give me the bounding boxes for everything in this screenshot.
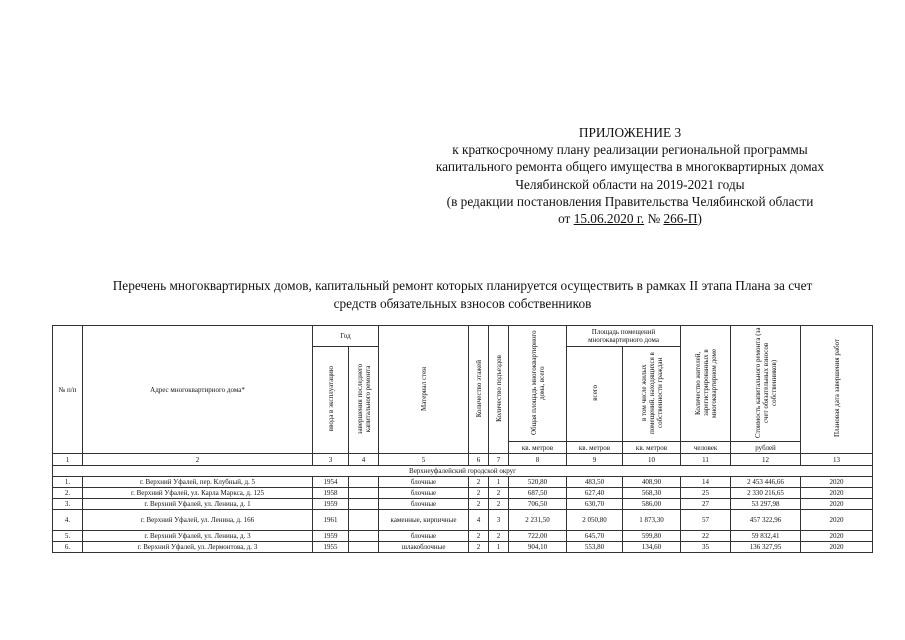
header-year-commission-cell — [313, 347, 349, 454]
header-year: Год — [313, 326, 379, 347]
row-entrances: 1 — [489, 477, 509, 488]
row-year-commission: 1961 — [313, 510, 349, 531]
row-date: 2020 — [801, 542, 873, 553]
row-year-commission: 1954 — [313, 477, 349, 488]
row-cost: 136 327,95 — [731, 542, 801, 553]
table-row — [53, 510, 873, 531]
row-premises-total: 553,80 — [567, 542, 623, 553]
column-numbers-row — [53, 454, 873, 466]
appendix-header — [380, 124, 880, 227]
appendix-line-6 — [380, 210, 880, 227]
row-year-repair — [349, 542, 379, 553]
row-address: г. Верхний Уфалей, ул. Ленина, д. 166 — [83, 510, 313, 531]
row-year-repair — [349, 499, 379, 510]
header-entrances: Количество подъездов — [494, 355, 503, 422]
document-heading — [45, 277, 880, 313]
appendix-number-sign: № — [644, 211, 664, 227]
row-entrances: 2 — [489, 488, 509, 499]
col-number: 8 — [509, 454, 567, 466]
row-address: г. Верхний Уфалей, ул. Карла Маркса, д. 125 — [83, 488, 313, 499]
row-year-repair — [349, 531, 379, 542]
table-row — [53, 542, 873, 553]
row-floors: 2 — [469, 531, 489, 542]
appendix-title: ПРИЛОЖЕНИЕ 3 — [578, 125, 682, 140]
header-premises-residential-cell — [623, 347, 681, 442]
header-entrances-cell — [489, 326, 509, 454]
table-row — [53, 531, 873, 542]
row-year-commission: 1959 — [313, 499, 349, 510]
unit-sqm-premises: кв. метров — [567, 442, 623, 454]
col-number: 12 — [731, 454, 801, 466]
header-year-commission: ввода в эксплуатацию — [326, 366, 335, 432]
header-total-area: Общая площадь многоквартирного дома, всего — [529, 330, 546, 435]
header-residents: Количество жителей, зарегистрированных в многоквартирном доме — [693, 347, 718, 418]
col-number: 13 — [801, 454, 873, 466]
row-residents: 14 — [681, 477, 731, 488]
unit-sqm-residential: кв. метров — [623, 442, 681, 454]
row-total-area: 520,80 — [509, 477, 567, 488]
row-total-area: 2 231,50 — [509, 510, 567, 531]
row-premises-residential: 1 873,30 — [623, 510, 681, 531]
appendix-line-2: к краткосрочному плану реализации региональной программы — [452, 142, 808, 158]
resolution-number: 266-П — [663, 211, 698, 227]
row-wall: блочные — [379, 499, 469, 510]
row-cost: 59 832,41 — [731, 531, 801, 542]
row-premises-total: 483,50 — [567, 477, 623, 488]
row-premises-total: 630,70 — [567, 499, 623, 510]
row-date: 2020 — [801, 499, 873, 510]
row-residents: 35 — [681, 542, 731, 553]
header-year-last-repair: завершения последнего капитального ремонта — [355, 363, 372, 435]
section-title: Верхнеуфалейский городской округ — [53, 466, 873, 477]
row-wall: каменные, кирпичные — [379, 510, 469, 531]
row-premises-total: 645,70 — [567, 531, 623, 542]
heading-line-1: Перечень многоквартирных домов, капитальный ремонт которых планируется осуществить в рамках II этапа Плана за счет — [112, 278, 813, 293]
houses-table — [52, 325, 873, 553]
col-number: 11 — [681, 454, 731, 466]
table-row — [53, 488, 873, 499]
row-number: 5. — [53, 531, 83, 542]
col-number: 6 — [469, 454, 489, 466]
row-cost: 2 330 216,65 — [731, 488, 801, 499]
row-number: 2. — [53, 488, 83, 499]
row-year-commission: 1958 — [313, 488, 349, 499]
row-cost: 457 322,96 — [731, 510, 801, 531]
row-entrances: 1 — [489, 542, 509, 553]
header-cost: Стоимость капитального ремонта (за счет обязательных взносов собственников) — [753, 327, 778, 438]
row-year-commission: 1955 — [313, 542, 349, 553]
row-wall: блочные — [379, 488, 469, 499]
header-floors-cell — [469, 326, 489, 454]
col-number: 7 — [489, 454, 509, 466]
row-year-repair — [349, 488, 379, 499]
table-row — [53, 477, 873, 488]
row-number: 3. — [53, 499, 83, 510]
appendix-from: от — [558, 211, 574, 227]
row-entrances: 2 — [489, 531, 509, 542]
row-residents: 22 — [681, 531, 731, 542]
row-premises-residential: 599,80 — [623, 531, 681, 542]
row-residents: 57 — [681, 510, 731, 531]
col-number: 5 — [379, 454, 469, 466]
row-address: г. Верхний Уфалей, ул. Лермонтова, д. 3 — [83, 542, 313, 553]
header-address: Адрес многоквартирного дома* — [83, 326, 313, 454]
row-premises-residential: 134,60 — [623, 542, 681, 553]
appendix-line-3: капитального ремонта общего имущества в многоквартирных домах — [435, 159, 825, 175]
resolution-date: 15.06.2020 г. — [573, 211, 645, 227]
row-wall: шлакоблочные — [379, 542, 469, 553]
header-num: № п/п — [53, 326, 83, 454]
row-total-area: 722,00 — [509, 531, 567, 542]
header-year-repair-cell — [349, 347, 379, 454]
row-year-repair — [349, 510, 379, 531]
row-residents: 27 — [681, 499, 731, 510]
header-premises-total: всего — [590, 385, 599, 401]
header-floors: Количество этажей — [474, 359, 483, 418]
row-residents: 25 — [681, 488, 731, 499]
row-number: 1. — [53, 477, 83, 488]
row-premises-total: 2 050,80 — [567, 510, 623, 531]
row-cost: 2 453 446,66 — [731, 477, 801, 488]
header-wall: Материал стен — [419, 366, 428, 411]
section-row — [53, 466, 873, 477]
row-date: 2020 — [801, 488, 873, 499]
row-cost: 53 297,98 — [731, 499, 801, 510]
row-date: 2020 — [801, 477, 873, 488]
header-premises-residential: в том числе жилых помещений, находящихся в собственности граждан — [639, 352, 664, 434]
col-number: 10 — [623, 454, 681, 466]
appendix-line-5: (в редакции постановления Правительства Челябинской области — [446, 193, 814, 209]
table-row — [53, 499, 873, 510]
col-number: 2 — [83, 454, 313, 466]
header-premises-total-cell — [567, 347, 623, 442]
row-total-area: 687,50 — [509, 488, 567, 499]
col-number: 1 — [53, 454, 83, 466]
row-floors: 2 — [469, 499, 489, 510]
row-floors: 2 — [469, 477, 489, 488]
row-year-repair — [349, 477, 379, 488]
header-row-1 — [53, 326, 873, 347]
header-cost-cell — [731, 326, 801, 442]
row-entrances: 3 — [489, 510, 509, 531]
header-premises-area: Площадь помещений многоквартирного дома — [567, 326, 681, 347]
row-address: г. Верхний Уфалей, ул. Ленина, д. 3 — [83, 531, 313, 542]
col-number: 9 — [567, 454, 623, 466]
header-residents-cell — [681, 326, 731, 442]
row-number: 6. — [53, 542, 83, 553]
header-wall-cell — [379, 326, 469, 454]
row-year-commission: 1959 — [313, 531, 349, 542]
row-total-area: 904,10 — [509, 542, 567, 553]
heading-line-2: средств обязательных взносов собственников — [333, 296, 592, 311]
row-premises-residential: 586,00 — [623, 499, 681, 510]
row-address: г. Верхний Уфалей, пер. Клубный, д. 5 — [83, 477, 313, 488]
row-date: 2020 — [801, 531, 873, 542]
row-floors: 4 — [469, 510, 489, 531]
row-floors: 2 — [469, 542, 489, 553]
row-premises-residential: 408,90 — [623, 477, 681, 488]
appendix-line-4: Челябинской области на 2019-2021 годы — [515, 176, 745, 192]
row-floors: 2 — [469, 488, 489, 499]
unit-sqm-total: кв. метров — [509, 442, 567, 454]
row-premises-residential: 568,30 — [623, 488, 681, 499]
unit-rub: рублей — [731, 442, 801, 454]
col-number: 3 — [313, 454, 349, 466]
row-wall: блочные — [379, 531, 469, 542]
appendix-close-paren: ) — [697, 211, 702, 227]
row-address: г. Верхний Уфалей, ул. Ленина, д. 1 — [83, 499, 313, 510]
col-number: 4 — [349, 454, 379, 466]
row-premises-total: 627,40 — [567, 488, 623, 499]
row-date: 2020 — [801, 510, 873, 531]
row-total-area: 706,50 — [509, 499, 567, 510]
header-date-cell — [801, 326, 873, 454]
header-total-area-cell — [509, 326, 567, 442]
row-entrances: 2 — [489, 499, 509, 510]
row-wall: блочные — [379, 477, 469, 488]
header-date: Плановая дата завершения работ — [832, 339, 841, 438]
row-number: 4. — [53, 510, 83, 531]
unit-people: человек — [681, 442, 731, 454]
